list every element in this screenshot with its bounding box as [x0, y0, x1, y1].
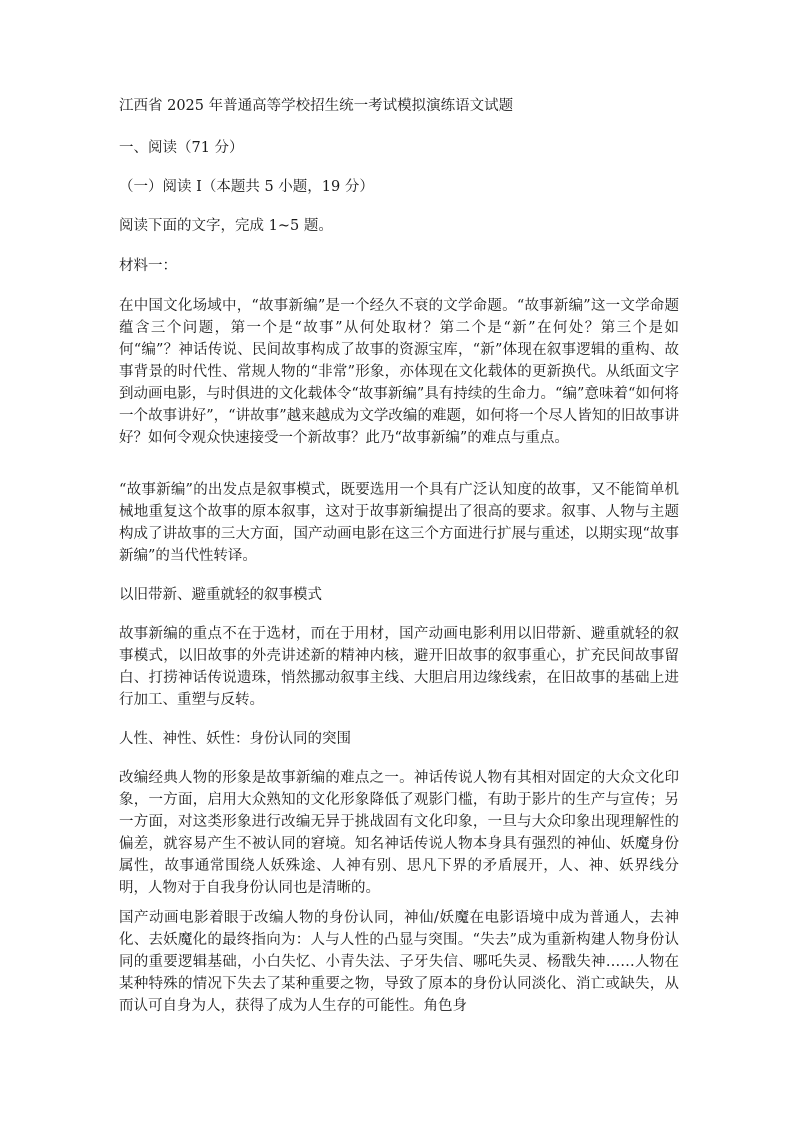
instruction-text: 阅读下面的文字，完成 1~5 题。: [119, 218, 333, 234]
paragraph: 改编经典人物的形象是故事新编的难点之一。神话传说人物有其相对固定的大众文化印象，一方面，启用大众熟知的文化形象降低了观影门槛，有助于影片的生产与宣传；另一方面，对这类形象进行改编无异于挑战固有文化印象，一旦与大众印象出现理解性的偏差，就容易产生不被认同的窘境。知名神话传说人物本身具有强烈的神仙、妖魔身份属性，故事通常围绕人妖殊途、人神有别、思凡下界的矛盾展开，人、神、妖界线分明，人物对于自我身份认同也是清晰的。: [119, 770, 679, 896]
subheading: 人性、神性、妖性：身份认同的突围: [119, 731, 351, 747]
material-label: 材料一：: [119, 258, 177, 274]
subheading: 以旧带新、避重就轻的叙事模式: [119, 587, 322, 603]
section-heading: 一、阅读（71 分）: [119, 140, 244, 156]
paragraph: 在中国文化场域中，“故事新编”是一个经久不衰的文学命题。“故事新编”这一文学命题蕴含三个问题，第一个是“故事”从何处取材？第二个是“新”在何处？第三个是如何“编”？神话传说、民间故事构成了故事的资源宝库，“新”体现在叙事逻辑的重构、故事背景的时代性、常规人物的“非常”形象，亦体现在文化载体的更新换代。从纸面文字到动画电影，与时俱进的文化载体令“故事新编”具有持续的生命力。“编”意味着“如何将一个故事讲好”，“讲故事”越来越成为文学改编的难题，如何将一个尽人皆知的旧故事讲好？如何令观众快速接受一个新故事？此乃“故事新编”的难点与重点。: [119, 298, 679, 446]
subsection-heading: （一）阅读 I（本题共 5 小题，19 分）: [119, 179, 374, 195]
paragraph: 故事新编的重点不在于选材，而在于用材，国产动画电影利用以旧带新、避重就轻的叙事模式，以旧故事的外壳讲述新的精神内核，避开旧故事的叙事重心，扩充民间故事留白、打捞神话传说遗珠，悄然挪动叙事主线、大胆启用边缘线索，在旧故事的基础上进行加工、重塑与反转。: [119, 626, 679, 708]
paragraph: 国产动画电影着眼于改编人物的身份认同，神仙/妖魔在电影语境中成为普通人，去神化、去妖魔化的最终指向为：人与人性的凸显与突围。“失去”成为重新构建人物身份认同的重要逻辑基础，小白失忆、小青失法、子牙失信、哪吒失灵、杨戬失神……人物在某种特殊的情况下失去了某种重要之物，导致了原本的身份认同淡化、消亡或缺失，从而认可自身为人，获得了成为人生存的可能性。角色身: [119, 910, 679, 1014]
document-title: 江西省 2025 年普通高等学校招生统一考试模拟演练语文试题: [119, 98, 514, 114]
paragraph: “故事新编”的出发点是叙事模式，既要选用一个具有广泛认知度的故事，又不能简单机械地重复这个故事的原本叙事，这对于故事新编提出了很高的要求。叙事、人物与主题构成了讲故事的三大方面，国产动画电影在这三个方面进行扩展与重述，以期实现“故事新编”的当代性转译。: [119, 482, 679, 564]
